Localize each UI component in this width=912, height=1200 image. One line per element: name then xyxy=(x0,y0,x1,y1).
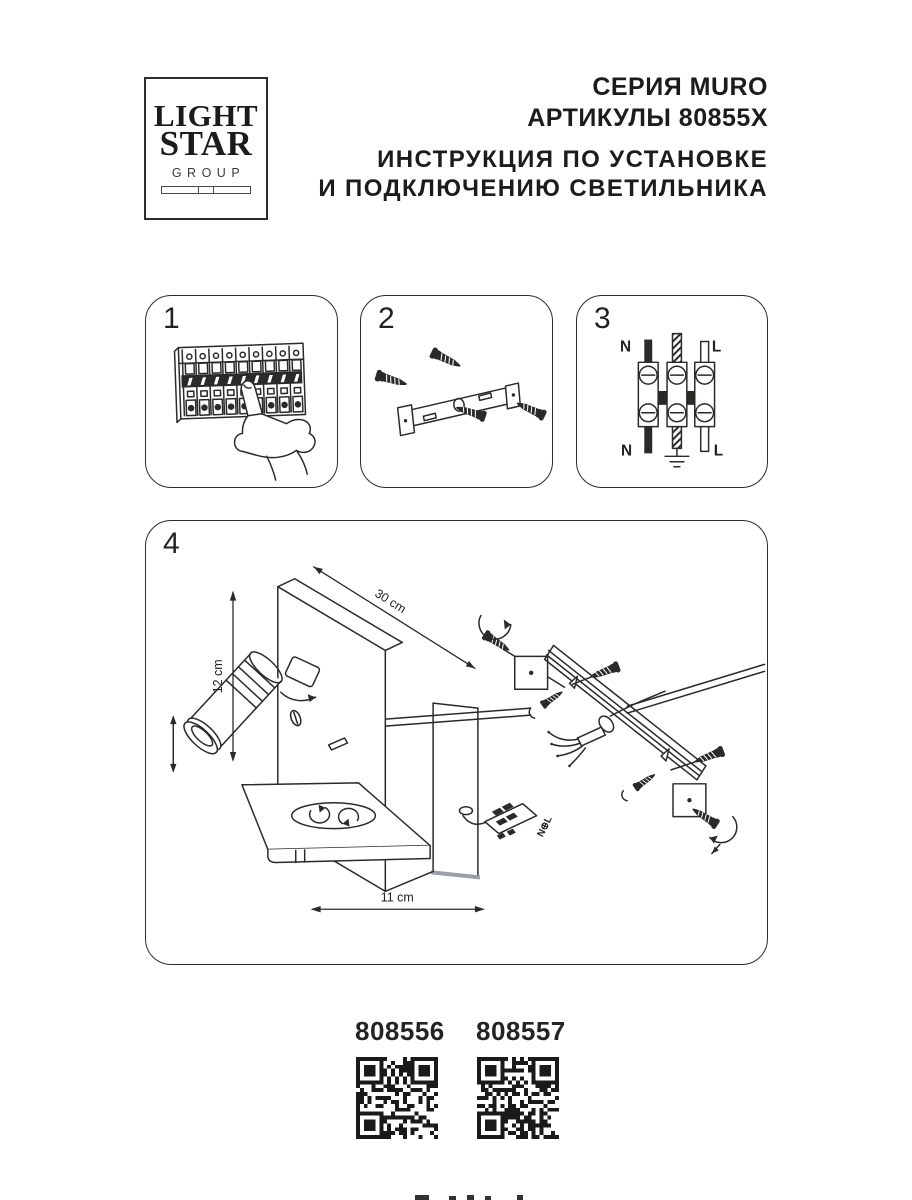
label-line-top: L xyxy=(711,338,722,356)
fixture-installation-illustration xyxy=(146,521,767,964)
step-4-number: 4 xyxy=(163,527,180,560)
label-neutral-top: N xyxy=(619,338,632,356)
connector-label: N⊕L xyxy=(535,814,555,839)
logo-group: GROUP xyxy=(171,166,246,181)
charging-shelf xyxy=(242,783,430,863)
breaker-panel xyxy=(174,343,305,422)
cable-jacket xyxy=(577,727,605,746)
qr-code-1 xyxy=(356,1057,438,1139)
instruction-title-line2: И ПОДКЛЮЧЕНИЮ СВЕТИЛЬНИКА xyxy=(318,175,768,202)
earth-symbol xyxy=(665,448,689,466)
wall-mount-plate xyxy=(385,703,480,891)
power-connector xyxy=(463,803,555,840)
dim-depth-label: 11 cm xyxy=(380,890,414,905)
anchor-screw-1 xyxy=(540,689,563,708)
terminal-block xyxy=(638,362,714,426)
step-4-box xyxy=(145,520,768,965)
step-1-box xyxy=(145,295,338,488)
flag-red xyxy=(214,187,250,193)
bracket-mounting-illustration xyxy=(361,296,552,487)
breaker-panel-illustration xyxy=(146,296,337,487)
instruction-title-line1: ИНСТРУКЦИЯ ПО УСТАНОВКЕ xyxy=(377,146,768,173)
flying-screw-2 xyxy=(694,747,725,766)
flag-green xyxy=(162,187,198,193)
step-2-box xyxy=(360,295,553,488)
dimension-11cm xyxy=(311,890,485,912)
step-3-number: 3 xyxy=(594,302,611,335)
keyhole-slot xyxy=(459,807,472,815)
step-1-number: 1 xyxy=(163,302,180,335)
product-code-1: 808556 xyxy=(355,1016,445,1046)
product-block-1 xyxy=(355,1016,445,1139)
anchor-screw-2 xyxy=(633,772,656,791)
flying-screw-1 xyxy=(589,662,620,681)
u-washer-2 xyxy=(622,791,627,801)
product-block-2 xyxy=(476,1016,566,1139)
u-washer-1 xyxy=(529,708,534,718)
step-3-box xyxy=(576,295,768,488)
logo-star: STAR xyxy=(159,124,253,164)
lightstar-logo xyxy=(144,77,268,220)
product-code-2: 808557 xyxy=(476,1016,566,1046)
qr-code-2 xyxy=(477,1057,559,1139)
italian-flag-stripe xyxy=(161,186,251,194)
flag-white xyxy=(198,187,214,193)
dim-height-label: 12 cm xyxy=(211,659,226,694)
step-2-number: 2 xyxy=(378,302,395,335)
clipped-footer-text xyxy=(415,1193,535,1200)
series-title: СЕРИЯ MURO xyxy=(592,73,768,101)
wiring-diagram xyxy=(577,296,767,487)
label-neutral-bottom: N xyxy=(620,442,633,460)
articles-title: АРТИКУЛЫ 80855X xyxy=(527,104,768,132)
document-header xyxy=(318,72,768,203)
label-line-bottom: L xyxy=(713,442,724,460)
dim-width-label: 30 cm xyxy=(372,586,409,617)
rear-bracket-lines xyxy=(385,708,530,726)
logo-light: LIGHT xyxy=(153,97,259,133)
